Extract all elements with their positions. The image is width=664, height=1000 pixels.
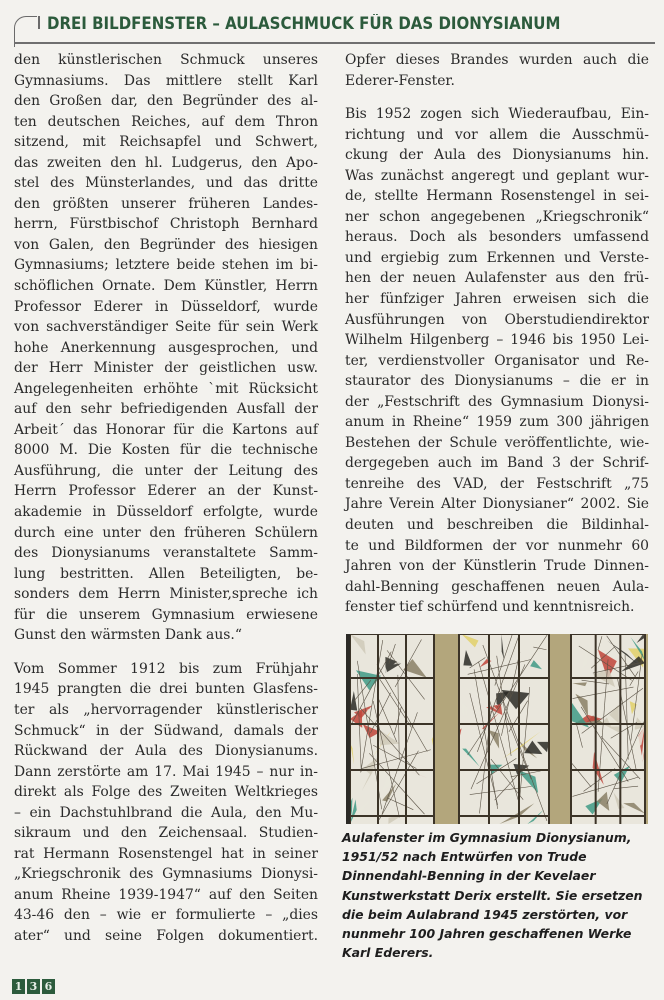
left-edge (346, 634, 350, 824)
text-line: Was zunächst angeregt und geplant wur- (345, 167, 649, 184)
left-paragraph-1 (14, 50, 318, 646)
text-line: anum in Rheine“ 1959 zum 300 jährigen (345, 414, 650, 431)
text-line: Rückwand der Aula des Dionysianums. (14, 743, 319, 760)
text-line: lung bestritten. Allen Beteiligten, be- (14, 565, 319, 582)
text-line: deuten und beschreiben die Bildinhal- (345, 517, 649, 534)
text-line: des Dionysianums veranstaltete Samm- (14, 545, 318, 562)
text-line: richtung und vor allem die Ausschmü- (345, 126, 649, 143)
text-line: durch eine unter den früheren Schülern (14, 524, 318, 541)
header-rule (14, 42, 655, 44)
text-line: fenster tief schürfend und kenntnisreich. (345, 599, 635, 616)
page-number-digit: 6 (42, 979, 55, 994)
text-line: hohe Anerkennung ausgesprochen, und (14, 339, 318, 356)
text-line: heraus. Doch als besonders umfassend (345, 229, 650, 246)
text-line: Ausführung, die unter der Leitung des (14, 462, 318, 479)
text-line: her fünfziger Jahren erweisen sich die (345, 291, 649, 308)
text-line: sonders dem Herrn Minister,spreche ich (14, 586, 318, 603)
caption-line: die beim Aulabrand 1945 zerstörten, vor (342, 906, 628, 922)
text-line: Schmuck“ in der Südwand, damals der (14, 722, 319, 739)
text-line: sikraum und den Zeichensaal. Studien- (14, 825, 319, 842)
right-paragraph-1 (345, 50, 649, 91)
text-line: Gunst den wärmsten Dank aus.“ (14, 627, 242, 644)
text-line: schöflichen Ornate. Dem Künstler, Herrn (14, 278, 318, 295)
text-line: ner schon angegebenen „Kriegschronik“ (345, 208, 649, 225)
text-line: Herrn Professor Ederer an der Kunst- (14, 483, 319, 500)
text-line: Jahre Verein Alter Dionysianer“ 2002. Sie (345, 496, 649, 513)
text-line: Angelegenheiten erhöhte `mit Rücksicht (14, 380, 318, 397)
text-line: ten deutschen Reiches, auf dem Thron (14, 113, 319, 130)
stained-glass-illustration (346, 634, 648, 824)
page-number-digit: 1 (12, 979, 25, 994)
right-column (345, 50, 649, 618)
text-line: auf den sehr befriedigenden Ausfall der (14, 401, 318, 418)
text-line: dergegeben auch im Band 3 der Schrif- (345, 455, 649, 472)
text-line: Vom Sommer 1912 bis zum Frühjahr (14, 660, 318, 677)
page-title: DREI BILDFENSTER – AULASCHMUCK FÜR DAS DIONYSIANUM (47, 14, 561, 33)
text-line: staurator des Dionysianums – die er in (345, 373, 649, 390)
photo-caption (342, 828, 658, 962)
page-number-digit: 3 (27, 979, 40, 994)
left-paragraph-2 (14, 659, 318, 947)
text-line: ter, verdienstvoller Organisator und Re- (345, 352, 649, 369)
text-line: den größten unserer früheren Landes- (14, 195, 318, 212)
text-line: der „Festschrift des Gymnasium Dionysi- (345, 393, 649, 410)
caption-line: Aulafenster im Gymnasium Dionysianum, (342, 830, 632, 845)
text-line: Bestehen der Schule veröffentlichte, wie- (345, 434, 650, 451)
left-column (14, 50, 318, 947)
text-line: te und Bildformen der vor nunmehr 60 (345, 537, 650, 554)
text-line: ater“ und seine Folgen dokumentiert. (14, 927, 319, 944)
text-line: und ergiebig zum Erkennen und Verste- (345, 249, 649, 266)
text-line: Wilhelm Hilgenberg – 1946 bis 1950 Lei- (345, 332, 650, 349)
text-line: – ein Dachstuhlbrand die Aula, den Mu- (14, 804, 319, 821)
text-line: Jahren von der Künstlerin Trude Dinnen- (345, 558, 650, 575)
paragraph-gap (14, 646, 318, 659)
text-line: herrn, Fürstbischof Christoph Bernhard (14, 216, 318, 233)
text-line: 43-46 den – wie er formulierte – „dies (14, 907, 319, 924)
text-line: Bis 1952 zogen sich Wiederaufbau, Ein- (345, 106, 649, 123)
caption-line: Kunstwerkstatt Derix erstellt. Sie ersetzen (342, 887, 643, 903)
text-line: rat Hermann Rosenstengel hat in seiner (14, 845, 318, 862)
text-line: von Galen, den Begründer des hiesigen (14, 236, 318, 253)
caption-line: 1951/52 nach Entwürfen von Trude (342, 849, 587, 865)
text-line: von sachverständiger Seite für sein Werk (14, 319, 318, 336)
text-line: stel des Münsterlandes, und das dritte (14, 175, 318, 192)
text-line: direkt als Folge des Zweiten Weltkrieges (14, 784, 319, 801)
text-line: dahl-Benning geschaffenen neuen Aula- (345, 578, 649, 595)
paragraph-gap (345, 91, 649, 104)
text-line: 1945 prangten die drei bunten Glasfens- (14, 681, 318, 698)
text-line: tenreihe des VAD, der Festschrift „75 (345, 475, 650, 492)
text-line: hen der neuen Aulafenster aus den frü- (345, 270, 649, 287)
caption-line: Karl Ederers. (342, 945, 434, 961)
text-line: Ausführungen von Oberstudiendirektor (345, 311, 649, 328)
text-line: für die unserem Gymnasium erwiesene (14, 606, 318, 623)
text-line: Opfer dieses Brandes wurden auch die (345, 52, 649, 68)
text-line: ckung der Aula des Dionysianums hin. (345, 147, 649, 164)
text-line: den künstlerischen Schmuck unseres (14, 52, 318, 68)
text-line: Ederer-Fenster. (345, 72, 455, 89)
header-bracket-tick (38, 16, 40, 29)
page-number (12, 979, 55, 994)
text-line: de, stellte Hermann Rosenstengel in sei- (345, 188, 649, 205)
text-line: sitzend, mit Reichsapfel und Schwert, (14, 134, 319, 151)
text-line: Professor Ederer in Düsseldorf, wurde (14, 298, 319, 315)
caption-line: Dinnendahl-Benning in der Kevelaer (342, 868, 596, 884)
text-line: „Kriegschronik des Gymnasiums Dionysi- (14, 866, 318, 883)
caption-line: nunmehr 100 Jahren geschaffenen Werke (342, 926, 632, 942)
text-line: akademie in Düsseldorf erfolgte, wurde (14, 504, 319, 521)
text-line: den Großen dar, den Begründer des al- (14, 93, 318, 110)
text-line: der Herr Minister der geistlichen usw. (14, 360, 318, 377)
running-header (14, 10, 656, 42)
text-line: Dann zerstörte am 17. Mai 1945 – nur in- (14, 763, 318, 780)
text-line: Gymnasiums. Das mittlere stellt Karl (14, 72, 318, 89)
text-line: das zweiten den hl. Ludgerus, den Apo- (14, 154, 318, 171)
text-line: anum Rheine 1939-1947“ auf den Seiten (14, 886, 319, 903)
text-line: Arbeit´ das Honorar für die Kartons auf (14, 421, 318, 438)
text-line: 8000 M. Die Kosten für die technische (14, 442, 318, 459)
text-line: Gymnasiums; letztere beide stehen im bi- (14, 257, 318, 274)
right-paragraph-2 (345, 104, 649, 618)
text-line: ter als „hervorragender künstlerischer (14, 701, 318, 718)
stained-glass-photo (346, 634, 648, 824)
